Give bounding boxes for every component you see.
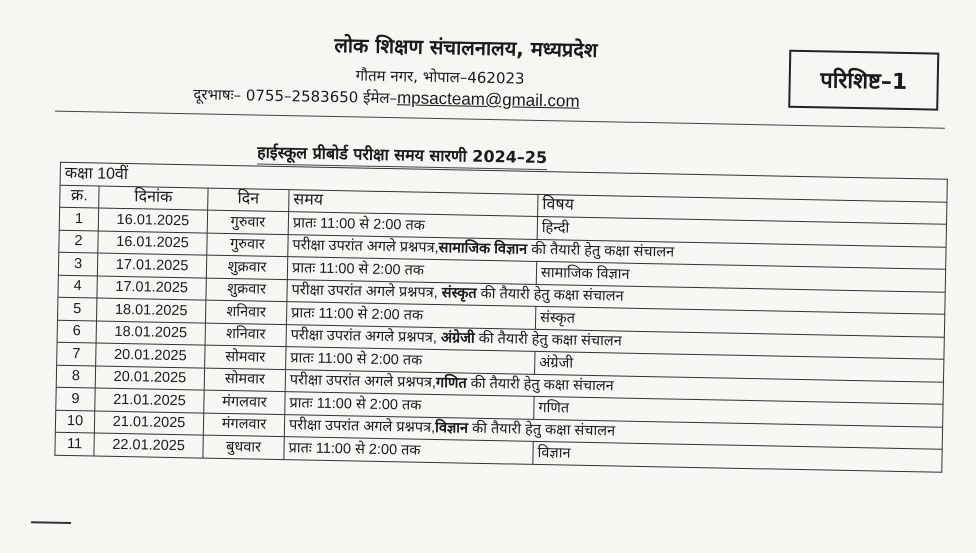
cell-time: प्रातः 11:00 से 2:00 तक — [288, 212, 537, 239]
prep-note-prefix: परीक्षा उपरांत अगले प्रश्नपत्र, — [292, 237, 439, 257]
email-link[interactable]: mpsacteam@gmail.com — [396, 88, 580, 111]
cell-sn: 10 — [55, 410, 94, 433]
cell-day: गुरुवार — [207, 233, 288, 257]
cell-time: प्रातः 11:00 से 2:00 तक — [284, 437, 533, 464]
cell-time: प्रातः 11:00 से 2:00 तक — [285, 392, 534, 419]
cell-sn: 11 — [55, 432, 94, 455]
cell-date: 21.01.2025 — [95, 388, 204, 413]
cell-date: 17.01.2025 — [97, 276, 206, 301]
cell-subject: हिन्दी — [537, 216, 946, 246]
prep-note-subject: विज्ञान — [434, 420, 469, 437]
cell-sn: 3 — [58, 252, 97, 275]
cell-date: 22.01.2025 — [94, 433, 203, 458]
prep-note-prefix: परीक्षा उपरांत अगले प्रश्नपत्र, — [291, 282, 442, 302]
cell-date: 16.01.2025 — [98, 231, 207, 256]
cell-day: मंगलवार — [204, 390, 285, 414]
cell-sn: 4 — [58, 275, 97, 298]
cell-subject: गणित — [534, 396, 943, 426]
prep-note-suffix: की तैयारी हेतु कक्षा संचालन — [467, 420, 616, 440]
cell-date: 18.01.2025 — [96, 320, 205, 345]
cell-sn: 6 — [57, 320, 96, 343]
col-time: समय — [289, 189, 538, 216]
cell-date: 18.01.2025 — [96, 298, 205, 323]
cell-date: 20.01.2025 — [96, 343, 205, 368]
cell-date: 16.01.2025 — [98, 208, 207, 233]
cell-sn: 1 — [59, 207, 98, 230]
cell-subject: संस्कृत — [535, 306, 944, 336]
cell-day: शनिवार — [205, 300, 286, 324]
cell-subject: विज्ञान — [533, 441, 942, 471]
cell-day: मंगलवार — [203, 413, 284, 437]
col-subject: विषय — [538, 194, 947, 224]
cell-day: सोमवार — [204, 368, 285, 392]
prep-note-subject: सामाजिक विज्ञान — [438, 240, 528, 258]
cell-sn: 5 — [58, 297, 97, 320]
org-address: गौतम नगर, भोपाल–462023 — [355, 66, 525, 88]
phone-label: दूरभाषः– 0755–2583650 ईमेल– — [193, 85, 398, 108]
prep-note-subject: अंग्रेजी — [440, 330, 475, 348]
cell-day: बुधवार — [203, 435, 284, 459]
cell-day: शनिवार — [205, 323, 286, 347]
header-divider — [55, 111, 945, 129]
prep-note-suffix: की तैयारी हेतु कक्षा संचालन — [474, 331, 622, 350]
cell-subject: सामाजिक विज्ञान — [536, 261, 945, 291]
cell-time: प्रातः 11:00 से 2:00 तक — [287, 257, 536, 284]
cell-sn: 2 — [59, 230, 98, 253]
cell-sn: 7 — [57, 342, 96, 365]
cell-day: गुरुवार — [207, 210, 288, 234]
prep-note-prefix: परीक्षा उपरांत अगले प्रश्नपत्र, — [290, 327, 442, 347]
cell-date: 21.01.2025 — [94, 410, 203, 435]
col-sn: क्र. — [60, 185, 99, 208]
footer-mark — [31, 521, 71, 524]
cell-sn: 8 — [56, 365, 95, 388]
cell-subject: अंग्रेजी — [535, 351, 944, 381]
prep-note-suffix: की तैयारी हेतु कक्षा संचालन — [466, 375, 614, 395]
prep-note-suffix: की तैयारी हेतु कक्षा संचालन — [476, 286, 624, 305]
cell-date: 20.01.2025 — [95, 365, 204, 390]
cell-sn: 9 — [56, 387, 95, 410]
cell-day: सोमवार — [205, 345, 286, 369]
class-label: कक्षा 10वीं — [60, 162, 947, 202]
appendix-badge: परिशिष्ट–1 — [788, 50, 939, 111]
prep-note-subject: संस्कृत — [441, 285, 477, 303]
cell-time: प्रातः 11:00 से 2:00 तक — [286, 302, 535, 329]
cell-date: 17.01.2025 — [97, 253, 206, 278]
col-day: दिन — [208, 188, 289, 212]
schedule-title: हाईस्कूल प्रीबोर्ड परीक्षा समय सारणी 2024–25 — [257, 141, 547, 171]
cell-day: शुक्रवार — [206, 255, 287, 279]
schedule-table — [54, 162, 947, 472]
col-date: दिनांक — [99, 186, 208, 211]
prep-note-prefix: परीक्षा उपरांत अगले प्रश्नपत्र, — [289, 372, 437, 392]
schedule-rows — [55, 207, 947, 471]
prep-note-prefix: परीक्षा उपरांत अगले प्रश्नपत्र, — [288, 417, 436, 437]
prep-note-suffix: की तैयारी हेतु कक्षा संचालन — [526, 241, 675, 261]
cell-day: शुक्रवार — [206, 278, 287, 302]
prep-note-subject: गणित — [435, 375, 467, 392]
org-name: लोक शिक्षण संचालनालय, मध्यप्रदेश — [334, 33, 598, 63]
cell-time: प्रातः 11:00 से 2:00 तक — [286, 347, 535, 374]
